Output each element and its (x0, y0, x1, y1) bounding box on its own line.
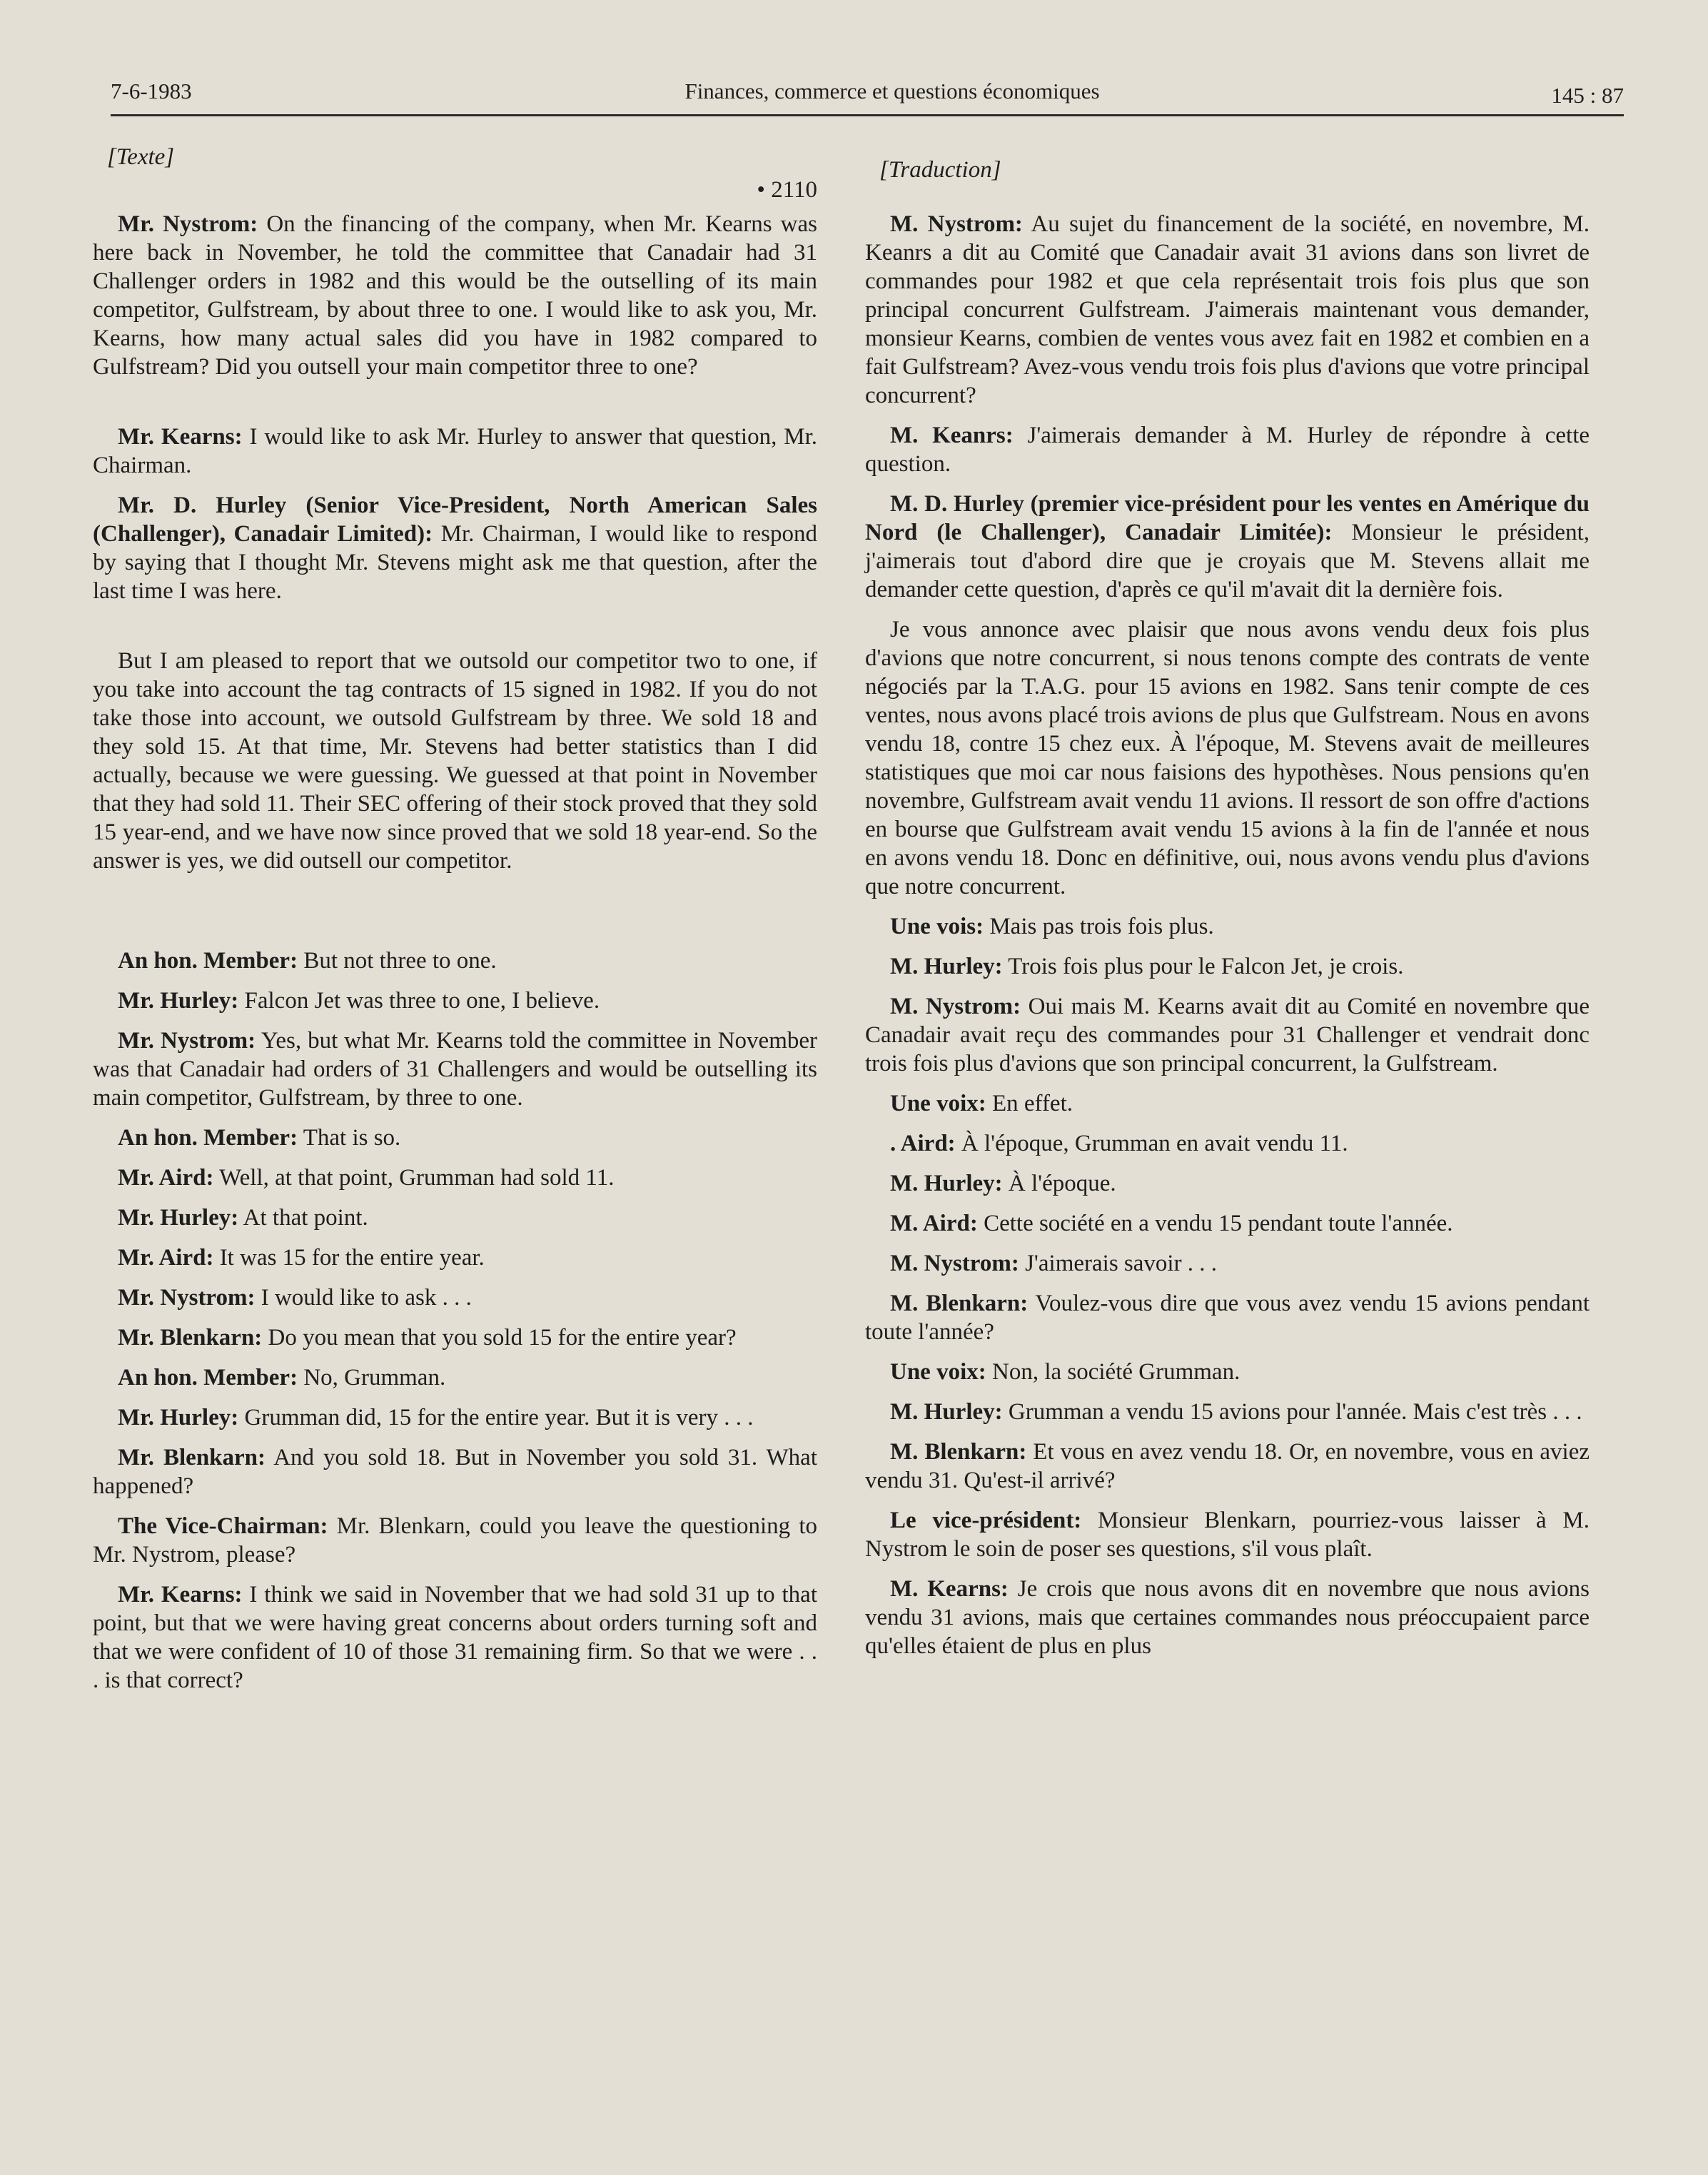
paragraph (865, 1249, 1590, 1278)
speech-text: À l'époque. (1002, 1171, 1116, 1196)
speaker-name: Une voix: (890, 1359, 986, 1385)
paragraph (865, 992, 1590, 1078)
speech-text: Grumman a vendu 15 avions pour l'année. Mais c'est très . . . (1002, 1399, 1582, 1425)
paragraph (93, 1363, 817, 1392)
speech-text: But not three to one. (298, 948, 497, 974)
speaker-name: Une vois: (890, 914, 984, 939)
speech-text: I would like to ask Mr. Hurley to answer that question, Mr. Chairman. (93, 424, 817, 478)
paragraph (93, 1124, 817, 1152)
speech-text: But I am pleased to report that we outsold our competitor two to one, if you take into account the tag contracts of 15 signed in 1982. If you do not take those into account, we outsold Gulfstream by three. We sold 18 and they sold 15. At that time, Mr. Stevens had better statistics than I did actually, because we were guessing. We guessed at that point in November that they had sold 11. Their SEC offering of their stock proved that they sold 15 year-end, and we have now since proved that we sold 18 year-end. So the answer is yes, we did outsell our competitor. (93, 648, 817, 874)
speaker-name: M. Hurley: (890, 1171, 1003, 1196)
paragraph (865, 1169, 1590, 1198)
paragraph (865, 1289, 1590, 1346)
speaker-name: Mr. Kearns: (118, 424, 243, 450)
speech-text: Grumman did, 15 for the entire year. But it is very . . . (238, 1405, 754, 1430)
speech-text: Monsieur Blenkarn, pourriez-vous laisser à M. Nystrom le soin de poser ses questions, s'il vous plaît. (865, 1508, 1590, 1562)
paragraph (93, 647, 817, 875)
paragraph (93, 1403, 817, 1432)
paragraph (93, 947, 817, 975)
speaker-name: Mr. Nystrom: (118, 1028, 256, 1054)
speech-text: Je crois que nous avons dit en novembre que nous avions vendu 31 avions, mais que certaines commandes nous préoccupaient parce qu'elles étaient de plus en plus (865, 1576, 1590, 1659)
speaker-name: An hon. Member: (118, 948, 298, 974)
speech-text: Yes, but what Mr. Kearns told the committee in November was that Canadair had orders of 31 Challengers and would be outselling its main competitor, Gulfstream, by three to one. (93, 1028, 817, 1111)
speech-text: Well, at that point, Grumman had sold 11. (213, 1165, 615, 1191)
paragraph (865, 1358, 1590, 1386)
paragraph (93, 423, 817, 480)
paragraph (93, 1443, 817, 1500)
header-page-number: 145 : 87 (1551, 83, 1624, 108)
left-column-english (93, 143, 817, 1706)
running-header (111, 79, 1624, 116)
paragraph (93, 1323, 817, 1352)
speaker-name: M. Blenkarn: (890, 1291, 1029, 1316)
header-date: 7-6-1983 (111, 79, 192, 104)
speaker-name: An hon. Member: (118, 1365, 298, 1391)
speaker-name: Une voix: (890, 1091, 986, 1116)
speaker-name: Mr. Nystrom: (118, 211, 258, 237)
speaker-name: Mr. D. Hurley (Senior Vice-President, North American Sales (Challenger), Canadair Limited): (93, 493, 817, 547)
speaker-name: Mr. Nystrom: (118, 1285, 256, 1311)
paragraph (93, 1512, 817, 1569)
speaker-name: M. Hurley: (890, 954, 1003, 979)
speech-text: À l'époque, Grumman en avait vendu 11. (955, 1131, 1348, 1156)
paragraph (93, 1580, 817, 1695)
speaker-name: M. Kearns: (890, 1576, 1009, 1602)
speaker-name: Mr. Blenkarn: (118, 1445, 266, 1470)
speaker-name: Le vice-président: (890, 1508, 1082, 1533)
paragraph (93, 1243, 817, 1272)
paragraph (93, 1164, 817, 1192)
paragraph (865, 421, 1590, 478)
paragraph (865, 615, 1590, 901)
speech-text: I would like to ask . . . (255, 1285, 472, 1311)
speech-text: Non, la société Grumman. (986, 1359, 1240, 1385)
paragraph (865, 1438, 1590, 1495)
speech-text: Voulez-vous dire que vous avez vendu 15 avions pendant toute l'année? (865, 1291, 1590, 1345)
paragraph (93, 1026, 817, 1112)
speaker-name: M. Keanrs: (890, 423, 1014, 448)
speech-text: At that point. (238, 1205, 368, 1231)
column-label-texte: [Texte] (107, 144, 175, 170)
speaker-name: M. Aird: (890, 1211, 978, 1236)
speaker-name: M. Hurley: (890, 1399, 1003, 1425)
paragraph (865, 1575, 1590, 1660)
speech-text: Falcon Jet was three to one, I believe. (238, 988, 600, 1014)
speech-text: Et vous en avez vendu 18. Or, en novembre, vous en aviez vendu 31. Qu'est-il arrivé? (865, 1439, 1590, 1493)
speech-text: And you sold 18. But in November you sold 31. What happened? (93, 1445, 817, 1499)
paragraph (93, 1203, 817, 1232)
speaker-name: M. D. Hurley (premier vice-président pour les ventes en Amérique du Nord (le Challenger), Canadair Limitée): (865, 491, 1590, 545)
speaker-name: . Aird: (890, 1131, 956, 1156)
paragraph (865, 1506, 1590, 1563)
speaker-name: Mr. Hurley: (118, 1205, 239, 1231)
paragraph (865, 210, 1590, 410)
speech-text: Mr. Chairman, I would like to respond by saying that I thought Mr. Stevens might ask me that question, after the last time I was here. (93, 521, 817, 604)
speech-text: Au sujet du financement de la société, en novembre, M. Keanrs a dit au Comité que Canadair avait 31 avions dans son livret de commandes pour 1982 et que cela représentait trois fois plus que son principal concurrent Gulfstream. J'aimerais maintenant vous demander, monsieur Kearns, combien de ventes vous avez fait en 1982 et combien en a fait Gulfstream? Avez-vous vendu trois fois plus d'avions que votre principal concurrent? (865, 211, 1590, 408)
spacer (865, 188, 1590, 210)
speaker-name: M. Nystrom: (890, 994, 1021, 1019)
speech-text: Trois fois plus pour le Falcon Jet, je crois. (1002, 954, 1404, 979)
paragraph (865, 1129, 1590, 1158)
paragraph (865, 1089, 1590, 1118)
paragraph (865, 1209, 1590, 1238)
right-column-french (865, 156, 1590, 1672)
speech-text: Do you mean that you sold 15 for the entire year? (262, 1325, 737, 1351)
speech-text: En effet. (986, 1091, 1073, 1116)
speaker-name: M. Blenkarn: (890, 1439, 1027, 1465)
speaker-name: Mr. Aird: (118, 1245, 214, 1271)
speech-text: Je vous annonce avec plaisir que nous avons vendu deux fois plus d'avions que notre concurrent, si nous tenons compte des contrats de vente négociés par la T.A.G. pour 15 avions en 1982. Sans tenir compte de ces ventes, nous avons placé trois avions de plus que Gulfstream. Nous en avons vendu 18, contre 15 chez eux. À l'époque, M. Stevens avait de meilleures statistiques que moi car nous faisions des hypothèses. Nous pensions qu'en novembre, Gulfstream avait vendu 11 avions. Il ressort de son offre d'actions en bourse que Gulfstream avait vendu 15 avions à la fin de l'année et nous en avons vendu 18. Donc en définitive, oui, nous avons vendu plus d'avions que notre concurrent. (865, 617, 1590, 899)
speaker-name: Mr. Hurley: (118, 988, 239, 1014)
paragraph (93, 1283, 817, 1312)
speech-text: J'aimerais demander à M. Hurley de répondre à cette question. (865, 423, 1590, 477)
speaker-name: M. Nystrom: (890, 1251, 1019, 1276)
speech-text: Mr. Blenkarn, could you leave the questioning to Mr. Nystrom, please? (93, 1513, 817, 1568)
speech-text: Monsieur le président, j'aimerais tout d'abord dire que je croyais que M. Stevens allait me demander cette question, d'après ce qu'il m'avait dit la dernière fois. (865, 520, 1590, 602)
speech-text: Mais pas trois fois plus. (984, 914, 1214, 939)
time-marker: • 2110 (757, 177, 817, 203)
paragraph (865, 490, 1590, 604)
speaker-name: The Vice-Chairman: (118, 1513, 328, 1539)
speech-text: I think we said in November that we had sold 31 up to that point, but that we were having great concerns about orders turning soft and that we were confident of 10 of those 31 remaining firm. So that we were . . . is that correct? (93, 1582, 817, 1693)
speech-text: No, Grumman. (298, 1365, 446, 1391)
speaker-name: An hon. Member: (118, 1125, 298, 1151)
paragraph (93, 491, 817, 605)
speaker-name: M. Nystrom: (890, 211, 1023, 237)
speech-text: That is so. (298, 1125, 401, 1151)
paragraph (93, 986, 817, 1015)
speaker-name: Mr. Hurley: (118, 1405, 239, 1430)
speaker-name: Mr. Aird: (118, 1165, 214, 1191)
speaker-name: Mr. Kearns: (118, 1582, 243, 1608)
paragraph (865, 952, 1590, 981)
paragraph (93, 210, 817, 381)
paragraph (865, 1398, 1590, 1426)
speech-text: J'aimerais savoir . . . (1019, 1251, 1218, 1276)
speech-text: On the financing of the company, when Mr. Kearns was here back in November, he told the committee that Canadair had 31 Challenger orders in 1982 and this would be the outselling of its main competitor, Gulfstream, by about three to one. I would like to ask you, Mr. Kearns, how many actual sales did you have in 1982 compared to Gulfstream? Did you outsell your main competitor three to one? (93, 211, 817, 380)
speech-text: Oui mais M. Kearns avait dit au Comité en novembre que Canadair avait reçu des commandes pour 31 Challenger et vendrait donc trois fois plus d'avions que son principal concurrent, la Gulfstream. (865, 994, 1590, 1076)
paragraph (865, 912, 1590, 941)
speech-text: It was 15 for the entire year. (213, 1245, 485, 1271)
column-label-traduction: [Traduction] (879, 157, 1001, 183)
speech-text: Cette société en a vendu 15 pendant toute l'année. (977, 1211, 1453, 1236)
speaker-name: Mr. Blenkarn: (118, 1325, 263, 1351)
header-title: Finances, commerce et questions économiques (684, 79, 1100, 104)
